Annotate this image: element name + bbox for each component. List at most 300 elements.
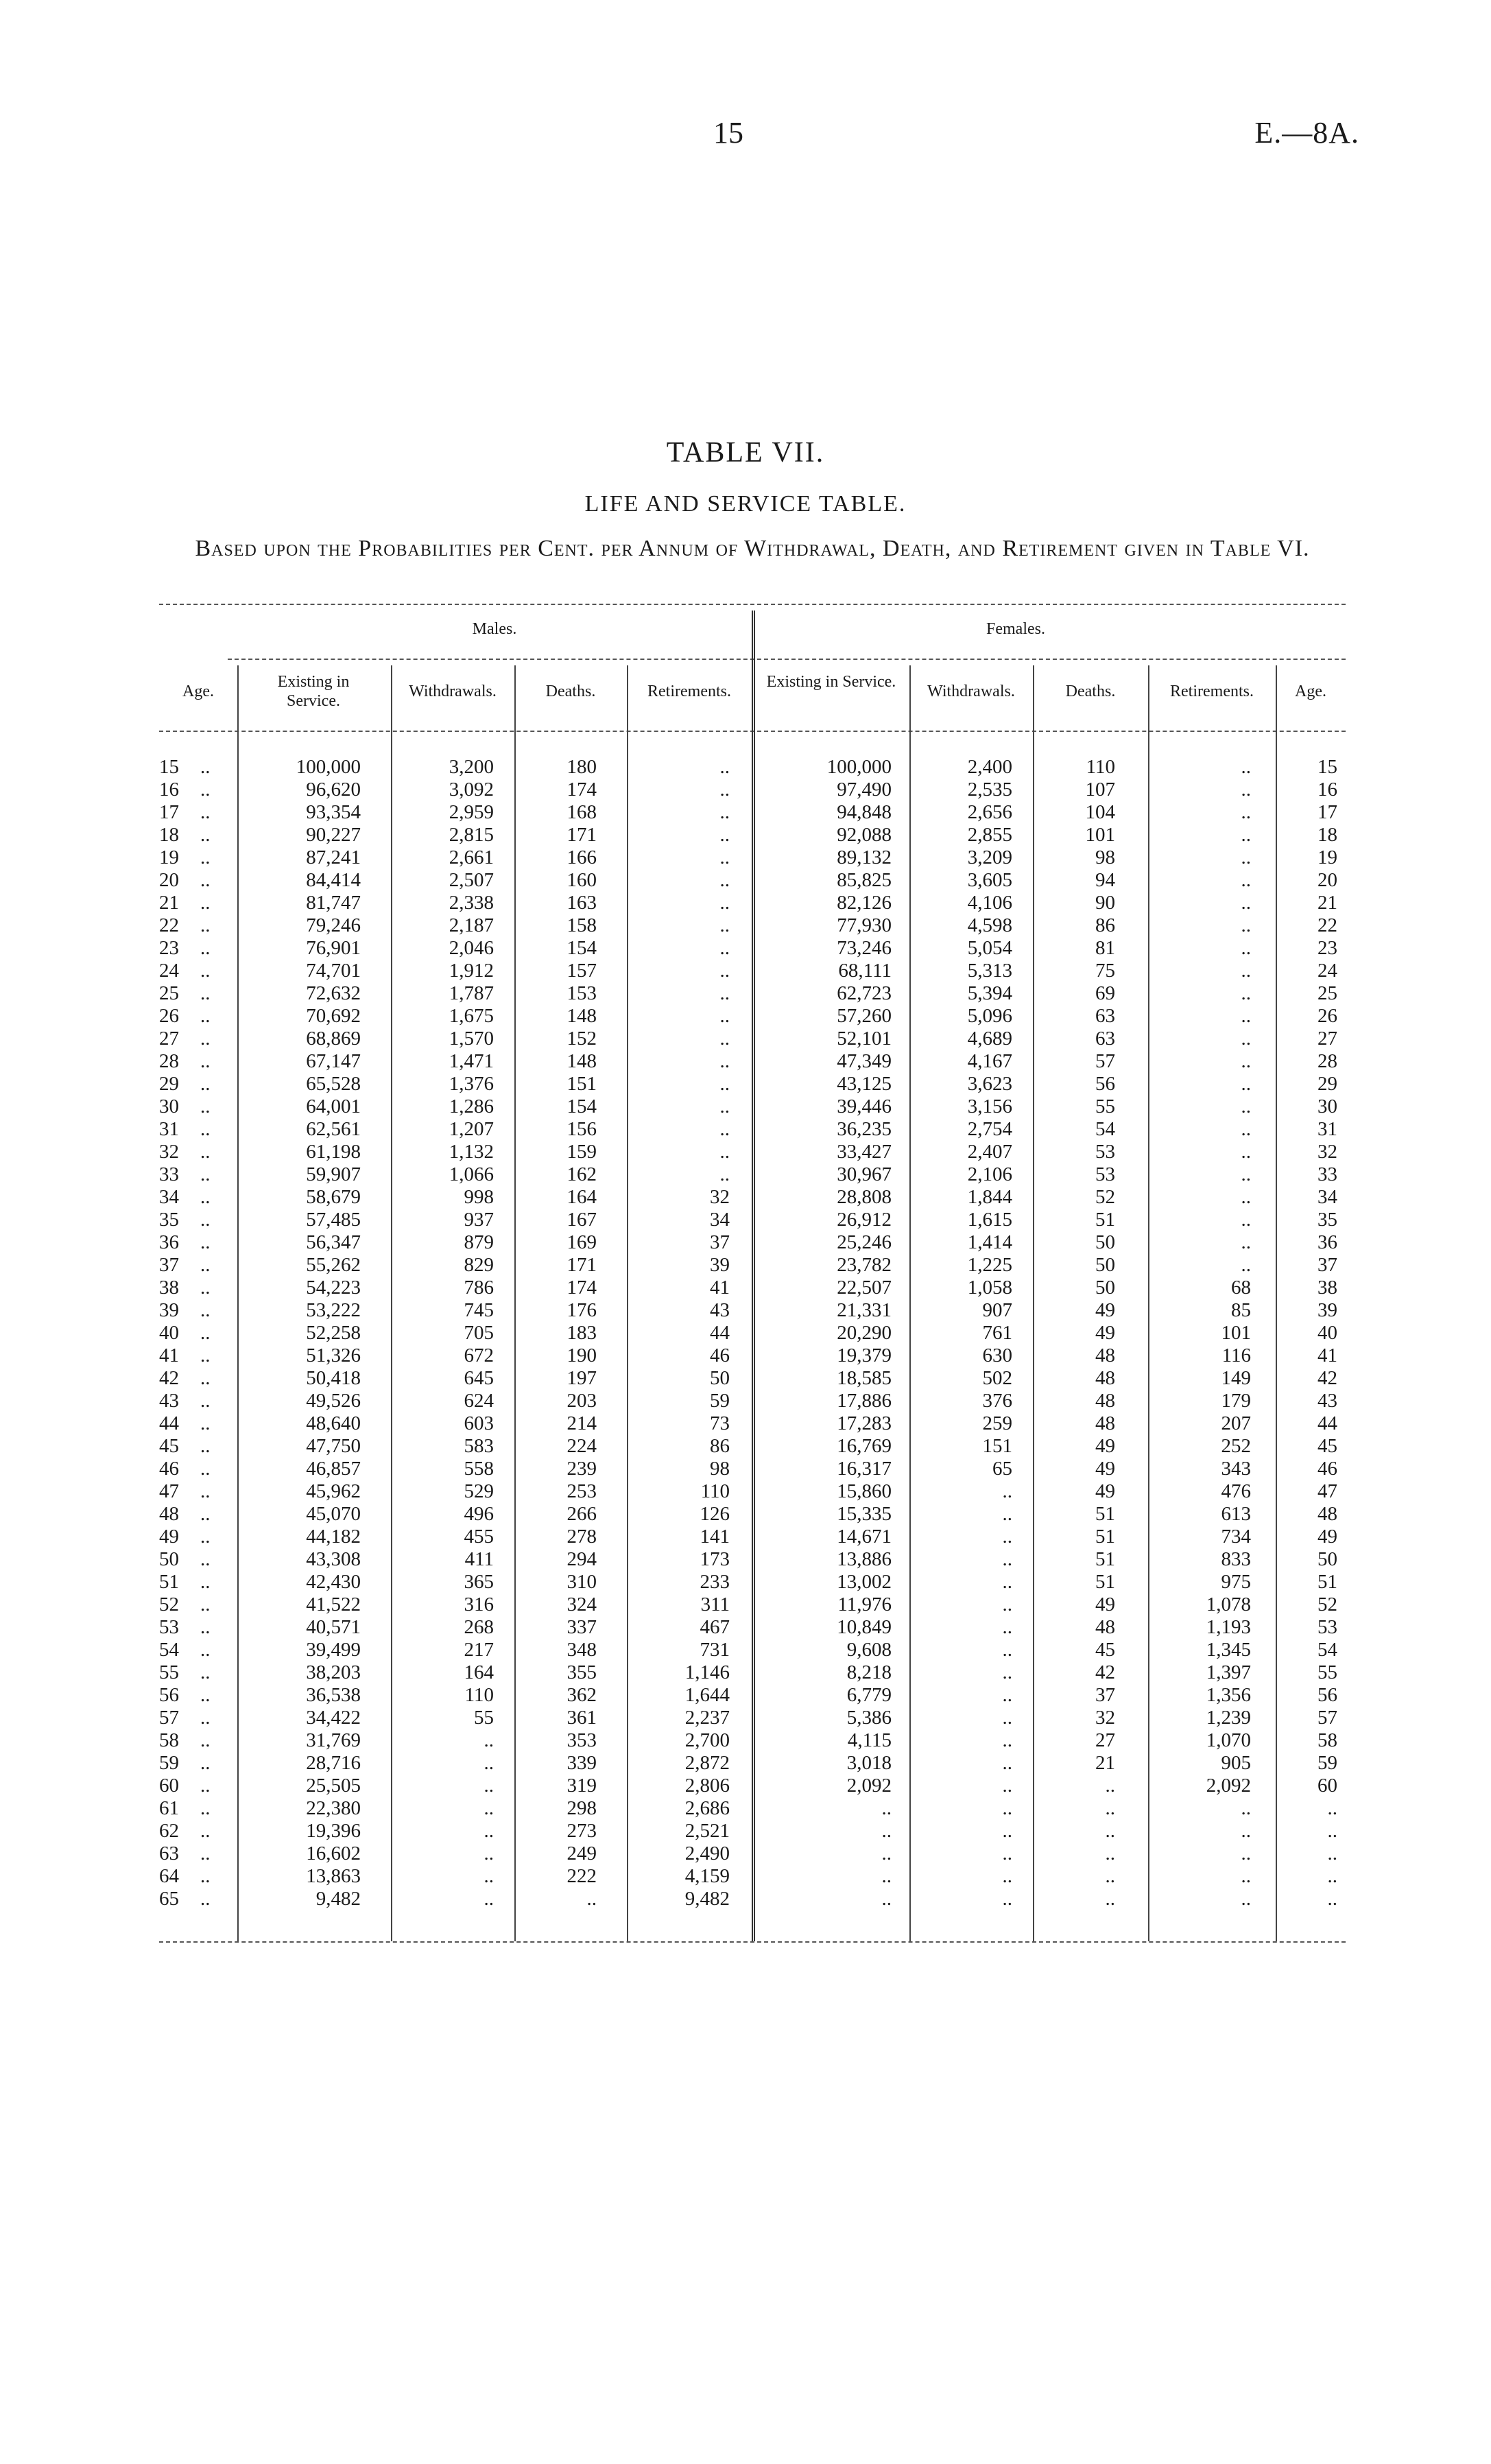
cell-m-withdr: 998 xyxy=(464,1186,494,1208)
table-row xyxy=(159,1571,1346,1594)
cell-f-retire: .. xyxy=(1241,982,1251,1004)
cell-f-retire: 1,345 xyxy=(1206,1639,1251,1661)
cell-f-exist: 89,132 xyxy=(837,846,892,868)
cell-m-retire: 467 xyxy=(700,1616,730,1638)
cell-age-r: 24 xyxy=(1317,960,1337,982)
cell-m-withdr: 455 xyxy=(464,1526,494,1548)
cell-m-retire: 233 xyxy=(700,1571,730,1593)
cell-age: 37 xyxy=(159,1254,179,1276)
table-row xyxy=(159,779,1346,801)
cell-f-deaths: 51 xyxy=(1095,1209,1115,1231)
table-row xyxy=(159,1050,1346,1073)
cell-m-withdr: 583 xyxy=(464,1435,494,1457)
cell-age: 62 xyxy=(159,1820,179,1842)
cell-m-exist: 49,526 xyxy=(306,1390,361,1412)
cell-m-deaths: 324 xyxy=(566,1594,597,1615)
table-row xyxy=(159,1028,1346,1050)
cell-f-exist: 73,246 xyxy=(837,937,892,959)
cell-m-exist: 100,000 xyxy=(296,756,361,778)
group-females: Females. xyxy=(986,620,1045,638)
cell-f-retire: .. xyxy=(1241,937,1251,959)
cell-age: 58 xyxy=(159,1729,179,1751)
cell-m-exist: 57,485 xyxy=(306,1209,361,1231)
cell-f-withdr: .. xyxy=(1002,1707,1012,1729)
cell-f-withdr: .. xyxy=(1002,1503,1012,1525)
cell-m-exist: 22,380 xyxy=(306,1797,361,1819)
cell-f-withdr: .. xyxy=(1002,1752,1012,1774)
cell-m-retire: .. xyxy=(719,869,730,891)
table-row xyxy=(159,1843,1346,1865)
cell-f-withdr: .. xyxy=(1002,1865,1012,1887)
cell-f-retire: 734 xyxy=(1221,1526,1251,1548)
cell-f-deaths: 51 xyxy=(1095,1526,1115,1548)
cell-m-withdr: 1,675 xyxy=(449,1005,494,1027)
cell-m-withdr: 2,959 xyxy=(449,801,494,823)
cell-m-deaths: 337 xyxy=(566,1616,597,1638)
cell-m-exist: 81,747 xyxy=(306,892,361,914)
cell-f-withdr: 1,058 xyxy=(967,1277,1012,1299)
cell-age: 15 xyxy=(159,756,179,778)
cell-f-exist: 14,671 xyxy=(837,1526,892,1548)
cell-age-dots: .. xyxy=(200,1277,211,1299)
cell-m-deaths: 148 xyxy=(566,1005,597,1027)
cell-m-exist: 38,203 xyxy=(306,1661,361,1683)
cell-m-exist: 74,701 xyxy=(306,960,361,982)
cell-age: 32 xyxy=(159,1141,179,1163)
cell-m-exist: 43,308 xyxy=(306,1548,361,1570)
cell-age-r: .. xyxy=(1327,1797,1337,1819)
cell-m-retire: 2,872 xyxy=(684,1752,730,1774)
cell-f-retire: .. xyxy=(1241,801,1251,823)
cell-f-deaths: 49 xyxy=(1095,1322,1115,1344)
cell-age-dots: .. xyxy=(200,1707,211,1729)
cell-m-deaths: 154 xyxy=(566,1095,597,1117)
table-row xyxy=(159,1775,1346,1797)
cell-m-withdr: 1,207 xyxy=(449,1118,494,1140)
cell-f-withdr: 3,605 xyxy=(967,869,1012,891)
table-row xyxy=(159,1163,1346,1186)
cell-m-withdr: 879 xyxy=(464,1231,494,1253)
cell-m-retire: 34 xyxy=(710,1209,730,1231)
cell-age: 57 xyxy=(159,1707,179,1729)
cell-f-retire: 68 xyxy=(1231,1277,1251,1299)
cell-m-deaths: 148 xyxy=(566,1050,597,1072)
cell-f-retire: .. xyxy=(1241,846,1251,868)
cell-age-dots: .. xyxy=(200,1729,211,1751)
cell-age-r: 36 xyxy=(1317,1231,1337,1253)
cell-m-withdr: 2,661 xyxy=(449,846,494,868)
table-row xyxy=(159,1344,1346,1367)
cell-age-r: 17 xyxy=(1317,801,1337,823)
cell-age-r: 16 xyxy=(1317,779,1337,801)
cell-age: 50 xyxy=(159,1548,179,1570)
cell-f-exist: 8,218 xyxy=(846,1661,892,1683)
table-row xyxy=(159,960,1346,982)
col-male-existing: Existing in Service. xyxy=(277,673,350,710)
cell-m-exist: 72,632 xyxy=(306,982,361,1004)
cell-m-deaths: 278 xyxy=(566,1526,597,1548)
cell-age-dots: .. xyxy=(200,1186,211,1208)
table-row xyxy=(159,1186,1346,1209)
cell-f-deaths: 107 xyxy=(1085,779,1115,801)
cell-m-withdr: 672 xyxy=(464,1344,494,1366)
cell-f-retire: .. xyxy=(1241,1095,1251,1117)
cell-f-withdr: .. xyxy=(1002,1594,1012,1615)
cell-f-deaths: 110 xyxy=(1086,756,1115,778)
cell-m-deaths: 167 xyxy=(566,1209,597,1231)
cell-age-dots: .. xyxy=(200,1005,211,1027)
cell-m-retire: .. xyxy=(719,1118,730,1140)
cell-age-dots: .. xyxy=(200,1526,211,1548)
cell-m-withdr: 2,046 xyxy=(449,937,494,959)
cell-m-exist: 93,354 xyxy=(306,801,361,823)
cell-f-exist: 23,782 xyxy=(837,1254,892,1276)
cell-age-dots: .. xyxy=(200,1231,211,1253)
table-row xyxy=(159,1390,1346,1412)
cell-f-deaths: 75 xyxy=(1095,960,1115,982)
cell-age-r: 54 xyxy=(1317,1639,1337,1661)
cell-m-retire: 1,644 xyxy=(684,1684,730,1706)
cell-m-deaths: 224 xyxy=(566,1435,597,1457)
cell-age-r: 46 xyxy=(1317,1458,1337,1480)
cell-m-withdr: 411 xyxy=(464,1548,494,1570)
cell-m-retire: 37 xyxy=(710,1231,730,1253)
cell-m-withdr: 268 xyxy=(464,1616,494,1638)
cell-age-dots: .. xyxy=(200,914,211,936)
cell-m-exist: 45,070 xyxy=(306,1503,361,1525)
cell-m-exist: 79,246 xyxy=(306,914,361,936)
cell-f-withdr: .. xyxy=(1002,1684,1012,1706)
cell-f-withdr: 3,623 xyxy=(967,1073,1012,1095)
cell-f-retire: 1,070 xyxy=(1206,1729,1251,1751)
cell-f-retire: 613 xyxy=(1221,1503,1251,1525)
cell-f-deaths: 50 xyxy=(1095,1277,1115,1299)
cell-m-deaths: 294 xyxy=(566,1548,597,1570)
cell-age: 51 xyxy=(159,1571,179,1593)
table-row xyxy=(159,982,1346,1005)
cell-m-retire: .. xyxy=(719,1028,730,1050)
table-row xyxy=(159,1548,1346,1571)
cell-m-withdr: 110 xyxy=(464,1684,494,1706)
table-row xyxy=(159,1118,1346,1141)
cell-age-r: 19 xyxy=(1317,846,1337,868)
cell-age: 21 xyxy=(159,892,179,914)
cell-age-dots: .. xyxy=(200,1616,211,1638)
cell-f-exist: 5,386 xyxy=(846,1707,892,1729)
cell-f-withdr: .. xyxy=(1002,1820,1012,1842)
cell-m-deaths: 171 xyxy=(566,1254,597,1276)
table-row xyxy=(159,1526,1346,1548)
cell-m-retire: 1,146 xyxy=(684,1661,730,1683)
cell-m-retire: .. xyxy=(719,892,730,914)
cell-m-withdr: 624 xyxy=(464,1390,494,1412)
cell-age-r: 50 xyxy=(1317,1548,1337,1570)
table-row xyxy=(159,1367,1346,1390)
cell-f-exist: 82,126 xyxy=(837,892,892,914)
cell-f-deaths: .. xyxy=(1105,1843,1115,1864)
cell-age-r: 22 xyxy=(1317,914,1337,936)
cell-f-deaths: 49 xyxy=(1095,1435,1115,1457)
cell-age: 20 xyxy=(159,869,179,891)
cell-f-retire: 975 xyxy=(1221,1571,1251,1593)
cell-age: 16 xyxy=(159,779,179,801)
cell-age-dots: .. xyxy=(200,1141,211,1163)
cell-f-exist: 2,092 xyxy=(846,1775,892,1797)
cell-f-exist: 13,002 xyxy=(837,1571,892,1593)
cell-m-exist: 67,147 xyxy=(306,1050,361,1072)
cell-f-retire: 1,078 xyxy=(1206,1594,1251,1615)
cell-m-retire: 50 xyxy=(710,1367,730,1389)
cell-f-withdr: 5,096 xyxy=(967,1005,1012,1027)
table-row xyxy=(159,824,1346,846)
cell-m-deaths: 361 xyxy=(566,1707,597,1729)
cell-age-dots: .. xyxy=(200,846,211,868)
cell-m-deaths: 151 xyxy=(566,1073,597,1095)
cell-age-r: .. xyxy=(1327,1843,1337,1864)
cell-age-dots: .. xyxy=(200,982,211,1004)
cell-f-retire: .. xyxy=(1241,1865,1251,1887)
table-row xyxy=(159,1594,1346,1616)
cell-age-dots: .. xyxy=(200,937,211,959)
table-row xyxy=(159,801,1346,824)
cell-m-deaths: 166 xyxy=(566,846,597,868)
cell-f-exist: 97,490 xyxy=(837,779,892,801)
cell-m-withdr: 745 xyxy=(464,1299,494,1321)
cell-m-deaths: 355 xyxy=(566,1661,597,1683)
group-males: Males. xyxy=(472,620,517,638)
cell-m-retire: .. xyxy=(719,982,730,1004)
cell-age: 27 xyxy=(159,1028,179,1050)
cell-f-withdr: 761 xyxy=(982,1322,1012,1344)
cell-m-retire: .. xyxy=(719,937,730,959)
cell-f-exist: .. xyxy=(881,1888,892,1910)
rule-bottom xyxy=(159,1941,1346,1943)
cell-f-deaths: 48 xyxy=(1095,1344,1115,1366)
cell-f-retire: 149 xyxy=(1221,1367,1251,1389)
cell-age: 22 xyxy=(159,914,179,936)
cell-f-withdr: 907 xyxy=(982,1299,1012,1321)
cell-m-retire: .. xyxy=(719,779,730,801)
cell-f-deaths: 53 xyxy=(1095,1141,1115,1163)
cell-age-r: 45 xyxy=(1317,1435,1337,1457)
cell-f-retire: 1,397 xyxy=(1206,1661,1251,1683)
cell-f-exist: 3,018 xyxy=(846,1752,892,1774)
cell-age-dots: .. xyxy=(200,960,211,982)
cell-m-withdr: 558 xyxy=(464,1458,494,1480)
table-row xyxy=(159,1820,1346,1843)
cell-f-exist: 30,967 xyxy=(837,1163,892,1185)
cell-f-retire: 833 xyxy=(1221,1548,1251,1570)
cell-f-retire: 116 xyxy=(1221,1344,1251,1366)
cell-m-retire: 126 xyxy=(700,1503,730,1525)
cell-m-deaths: 157 xyxy=(566,960,597,982)
table-basis: Based upon the Probabilities per Cent. per Annum of Withdrawal, Death, and Retirement given in Table VI. xyxy=(195,536,1310,561)
cell-m-exist: 50,418 xyxy=(306,1367,361,1389)
cell-f-deaths: 52 xyxy=(1095,1186,1115,1208)
cell-age: 34 xyxy=(159,1186,179,1208)
cell-age-dots: .. xyxy=(200,1254,211,1276)
cell-m-retire: 311 xyxy=(700,1594,730,1615)
cell-f-withdr: .. xyxy=(1002,1843,1012,1864)
cell-m-deaths: 190 xyxy=(566,1344,597,1366)
cell-age-r: 18 xyxy=(1317,824,1337,846)
cell-age: 64 xyxy=(159,1865,179,1887)
cell-f-deaths: 50 xyxy=(1095,1231,1115,1253)
cell-age-dots: .. xyxy=(200,1775,211,1797)
cell-f-exist: .. xyxy=(881,1820,892,1842)
cell-m-deaths: 160 xyxy=(566,869,597,891)
cell-m-exist: 40,571 xyxy=(306,1616,361,1638)
col-female-retirements: Retirements. xyxy=(1170,683,1254,700)
cell-m-withdr: 937 xyxy=(464,1209,494,1231)
cell-f-retire: .. xyxy=(1241,824,1251,846)
table-row xyxy=(159,1095,1346,1118)
cell-age: 31 xyxy=(159,1118,179,1140)
cell-m-deaths: 298 xyxy=(566,1797,597,1819)
cell-age: 54 xyxy=(159,1639,179,1661)
table-row xyxy=(159,1209,1346,1231)
table-row xyxy=(159,1616,1346,1639)
cell-m-deaths: 197 xyxy=(566,1367,597,1389)
cell-f-withdr: 4,598 xyxy=(967,914,1012,936)
cell-m-exist: 42,430 xyxy=(306,1571,361,1593)
cell-m-retire: 98 xyxy=(710,1458,730,1480)
cell-m-retire: .. xyxy=(719,756,730,778)
cell-f-withdr: 2,400 xyxy=(967,756,1012,778)
cell-m-deaths: 159 xyxy=(566,1141,597,1163)
cell-f-exist: 92,088 xyxy=(837,824,892,846)
cell-age-r: 25 xyxy=(1317,982,1337,1004)
cell-age-r: 53 xyxy=(1317,1616,1337,1638)
table-row xyxy=(159,1639,1346,1661)
cell-age: 47 xyxy=(159,1480,179,1502)
cell-m-exist: 96,620 xyxy=(306,779,361,801)
cell-f-withdr: 65 xyxy=(992,1458,1012,1480)
cell-age-r: 51 xyxy=(1317,1571,1337,1593)
cell-age-r: .. xyxy=(1327,1820,1337,1842)
cell-m-retire: 731 xyxy=(700,1639,730,1661)
cell-age-dots: .. xyxy=(200,1163,211,1185)
cell-f-deaths: 54 xyxy=(1095,1118,1115,1140)
cell-m-exist: 45,962 xyxy=(306,1480,361,1502)
cell-f-withdr: 2,535 xyxy=(967,779,1012,801)
cell-m-deaths: 156 xyxy=(566,1118,597,1140)
cell-age: 19 xyxy=(159,846,179,868)
cell-f-withdr: .. xyxy=(1002,1888,1012,1910)
cell-f-retire: 85 xyxy=(1231,1299,1251,1321)
cell-m-exist: 64,001 xyxy=(306,1095,361,1117)
cell-f-retire: 1,239 xyxy=(1206,1707,1251,1729)
cell-m-withdr: 786 xyxy=(464,1277,494,1299)
cell-age-dots: .. xyxy=(200,1571,211,1593)
cell-f-exist: 52,101 xyxy=(837,1028,892,1050)
cell-age-r: 21 xyxy=(1317,892,1337,914)
cell-m-exist: 31,769 xyxy=(306,1729,361,1751)
table-row xyxy=(159,1888,1346,1910)
cell-f-retire: .. xyxy=(1241,1209,1251,1231)
table-row xyxy=(159,1797,1346,1820)
cell-age-r: 58 xyxy=(1317,1729,1337,1751)
cell-age-dots: .. xyxy=(200,1458,211,1480)
cell-f-exist: 22,507 xyxy=(837,1277,892,1299)
cell-m-exist: 76,901 xyxy=(306,937,361,959)
cell-f-deaths: .. xyxy=(1105,1888,1115,1910)
cell-f-exist: 100,000 xyxy=(826,756,892,778)
table-row xyxy=(159,1480,1346,1503)
cell-m-deaths: 168 xyxy=(566,801,597,823)
rule-group xyxy=(228,659,1346,660)
cell-f-deaths: 98 xyxy=(1095,846,1115,868)
cell-f-withdr: 2,754 xyxy=(967,1118,1012,1140)
cell-f-retire: .. xyxy=(1241,1050,1251,1072)
cell-m-withdr: 2,338 xyxy=(449,892,494,914)
cell-m-retire: 2,490 xyxy=(684,1843,730,1864)
table-row xyxy=(159,1435,1346,1458)
cell-m-withdr: .. xyxy=(484,1729,494,1751)
page-number: 15 xyxy=(713,116,743,150)
table-row xyxy=(159,914,1346,937)
cell-age-dots: .. xyxy=(200,869,211,891)
table-row xyxy=(159,1661,1346,1684)
cell-m-retire: .. xyxy=(719,1163,730,1185)
cell-age-dots: .. xyxy=(200,1390,211,1412)
cell-m-withdr: 3,200 xyxy=(449,756,494,778)
cell-age-r: 42 xyxy=(1317,1367,1337,1389)
cell-m-withdr: 2,815 xyxy=(449,824,494,846)
cell-f-exist: 15,335 xyxy=(837,1503,892,1525)
col-female-deaths: Deaths. xyxy=(1065,683,1116,700)
cell-f-withdr: .. xyxy=(1002,1661,1012,1683)
cell-m-exist: 46,857 xyxy=(306,1458,361,1480)
cell-m-retire: 2,806 xyxy=(684,1775,730,1797)
cell-m-deaths: 203 xyxy=(566,1390,597,1412)
cell-m-exist: 19,396 xyxy=(306,1820,361,1842)
cell-age: 39 xyxy=(159,1299,179,1321)
cell-age-r: 52 xyxy=(1317,1594,1337,1615)
cell-age-r: 32 xyxy=(1317,1141,1337,1163)
cell-f-withdr: 2,106 xyxy=(967,1163,1012,1185)
cell-f-retire: .. xyxy=(1241,869,1251,891)
cell-age-r: 44 xyxy=(1317,1412,1337,1434)
cell-age-dots: .. xyxy=(200,1118,211,1140)
cell-f-withdr: 3,156 xyxy=(967,1095,1012,1117)
cell-f-deaths: 63 xyxy=(1095,1028,1115,1050)
cell-m-deaths: 249 xyxy=(566,1843,597,1864)
cell-m-withdr: .. xyxy=(484,1843,494,1864)
cell-age-r: 48 xyxy=(1317,1503,1337,1525)
cell-f-deaths: 32 xyxy=(1095,1707,1115,1729)
cell-f-retire: .. xyxy=(1241,1231,1251,1253)
cell-f-exist: .. xyxy=(881,1797,892,1819)
cell-age: 59 xyxy=(159,1752,179,1774)
cell-m-deaths: 266 xyxy=(566,1503,597,1525)
cell-age-r: 29 xyxy=(1317,1073,1337,1095)
cell-f-retire: 179 xyxy=(1221,1390,1251,1412)
cell-age-r: 26 xyxy=(1317,1005,1337,1027)
cell-m-withdr: .. xyxy=(484,1820,494,1842)
cell-m-exist: 70,692 xyxy=(306,1005,361,1027)
cell-age-dots: .. xyxy=(200,1299,211,1321)
cell-f-exist: 13,886 xyxy=(837,1548,892,1570)
cell-age-dots: .. xyxy=(200,801,211,823)
cell-age: 33 xyxy=(159,1163,179,1185)
cell-f-withdr: 502 xyxy=(982,1367,1012,1389)
cell-m-withdr: .. xyxy=(484,1752,494,1774)
cell-m-deaths: 153 xyxy=(566,982,597,1004)
cell-age-r: 28 xyxy=(1317,1050,1337,1072)
cell-age: 48 xyxy=(159,1503,179,1525)
document-reference: E.—8A. xyxy=(1254,116,1359,150)
